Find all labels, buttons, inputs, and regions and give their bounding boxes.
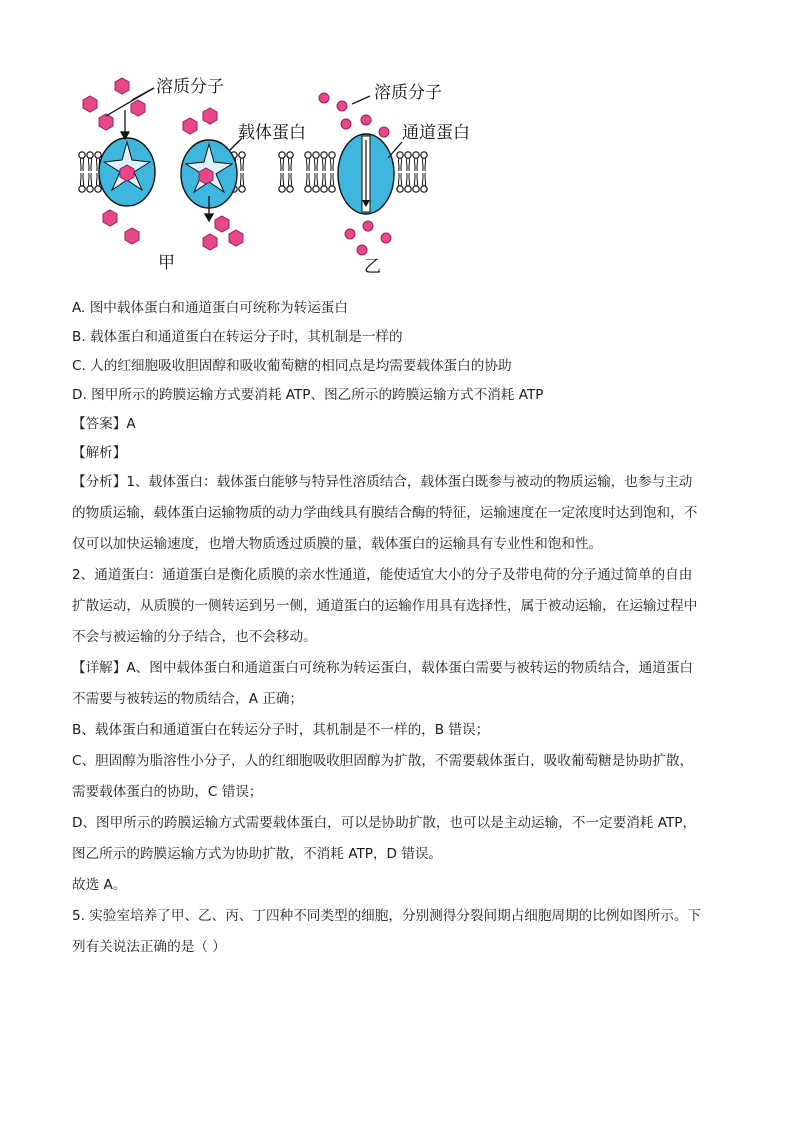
label-jia: 甲: [158, 253, 175, 273]
answer: 【答案】A: [72, 416, 136, 432]
analysis-line: 不会与被运输的分子结合，也不会移动。: [72, 629, 317, 645]
channel-protein: [338, 134, 394, 214]
label-solute-left: 溶质分子: [156, 77, 224, 97]
detail-line: 故选 A。: [72, 877, 127, 893]
analysis-line: 扩散运动，从质膜的一侧转运到另一侧，通道蛋白的运输作用具有选择性，属于被动运输，在运输过程中: [72, 598, 698, 614]
label-channel-protein: 通道蛋白: [402, 123, 470, 143]
detail-line: 不需要与被转运的物质结合，A 正确；: [72, 691, 304, 707]
question5-line: 5. 实验室培养了甲、乙、丙、丁四种不同类型的细胞，分别测得分裂间期占细胞周期的比例如图所示。下: [72, 908, 702, 924]
transport-protein-figure: [70, 66, 500, 282]
detail-line: D、图甲所示的跨膜运输方式需要载体蛋白，可以是协助扩散，也可以是主动运输，不一定要消耗 ATP，: [72, 815, 697, 831]
option-a: A. 图中载体蛋白和通道蛋白可统称为转运蛋白: [72, 300, 348, 316]
option-b: B. 载体蛋白和通道蛋白在转运分子时，其机制是一样的: [72, 329, 403, 345]
carrier-protein-1: [99, 138, 155, 206]
detail-line: 需要载体蛋白的协助，C 错误；: [72, 784, 263, 800]
question-text: [72, 296, 724, 959]
analysis-heading: 【解析】: [72, 445, 127, 461]
detail-line: C、胆固醇为脂溶性小分子，人的红细胞吸收胆固醇为扩散，不需要载体蛋白，吸收葡萄糖是协助扩散，: [72, 753, 694, 769]
analysis-line: 【分析】1、载体蛋白：载体蛋白能够与特异性溶质结合，载体蛋白既参与被动的物质运输，也参与主动: [72, 474, 693, 490]
question5-line: 列有关说法正确的是（ ）: [72, 939, 226, 955]
detail-line: 【详解】A、图中载体蛋白和通道蛋白可统称为转运蛋白，载体蛋白需要与被转运的物质结合，通道蛋白: [72, 660, 694, 676]
option-c: C. 人的红细胞吸收胆固醇和吸收葡萄糖的相同点是均需要载体蛋白的协助: [72, 358, 512, 374]
analysis-line: 仅可以加快运输速度，也增大物质透过质膜的量，载体蛋白的运输具有专业性和饱和性。: [72, 536, 603, 552]
option-d: D. 图甲所示的跨膜运输方式要消耗 ATP、图乙所示的跨膜运输方式不消耗 ATP: [72, 387, 544, 403]
analysis-line: 的物质运输，载体蛋白运输物质的动力学曲线具有膜结合酶的特征，运输速度在一定浓度时达到饱和，不: [72, 505, 698, 521]
detail-line: B、载体蛋白和通道蛋白在转运分子时，其机制是不一样的，B 错误；: [72, 722, 490, 738]
label-yi: 乙: [364, 257, 381, 277]
detail-line: 图乙所示的跨膜运输方式为协助扩散，不消耗 ATP，D 错误。: [72, 846, 443, 862]
label-solute-right: 溶质分子: [374, 83, 442, 103]
analysis-line: 2、通道蛋白：通道蛋白是衡化质膜的亲水性通道，能使适宜大小的分子及带电荷的分子通过简单的自由: [72, 567, 693, 583]
label-carrier-protein: 载体蛋白: [238, 123, 306, 143]
